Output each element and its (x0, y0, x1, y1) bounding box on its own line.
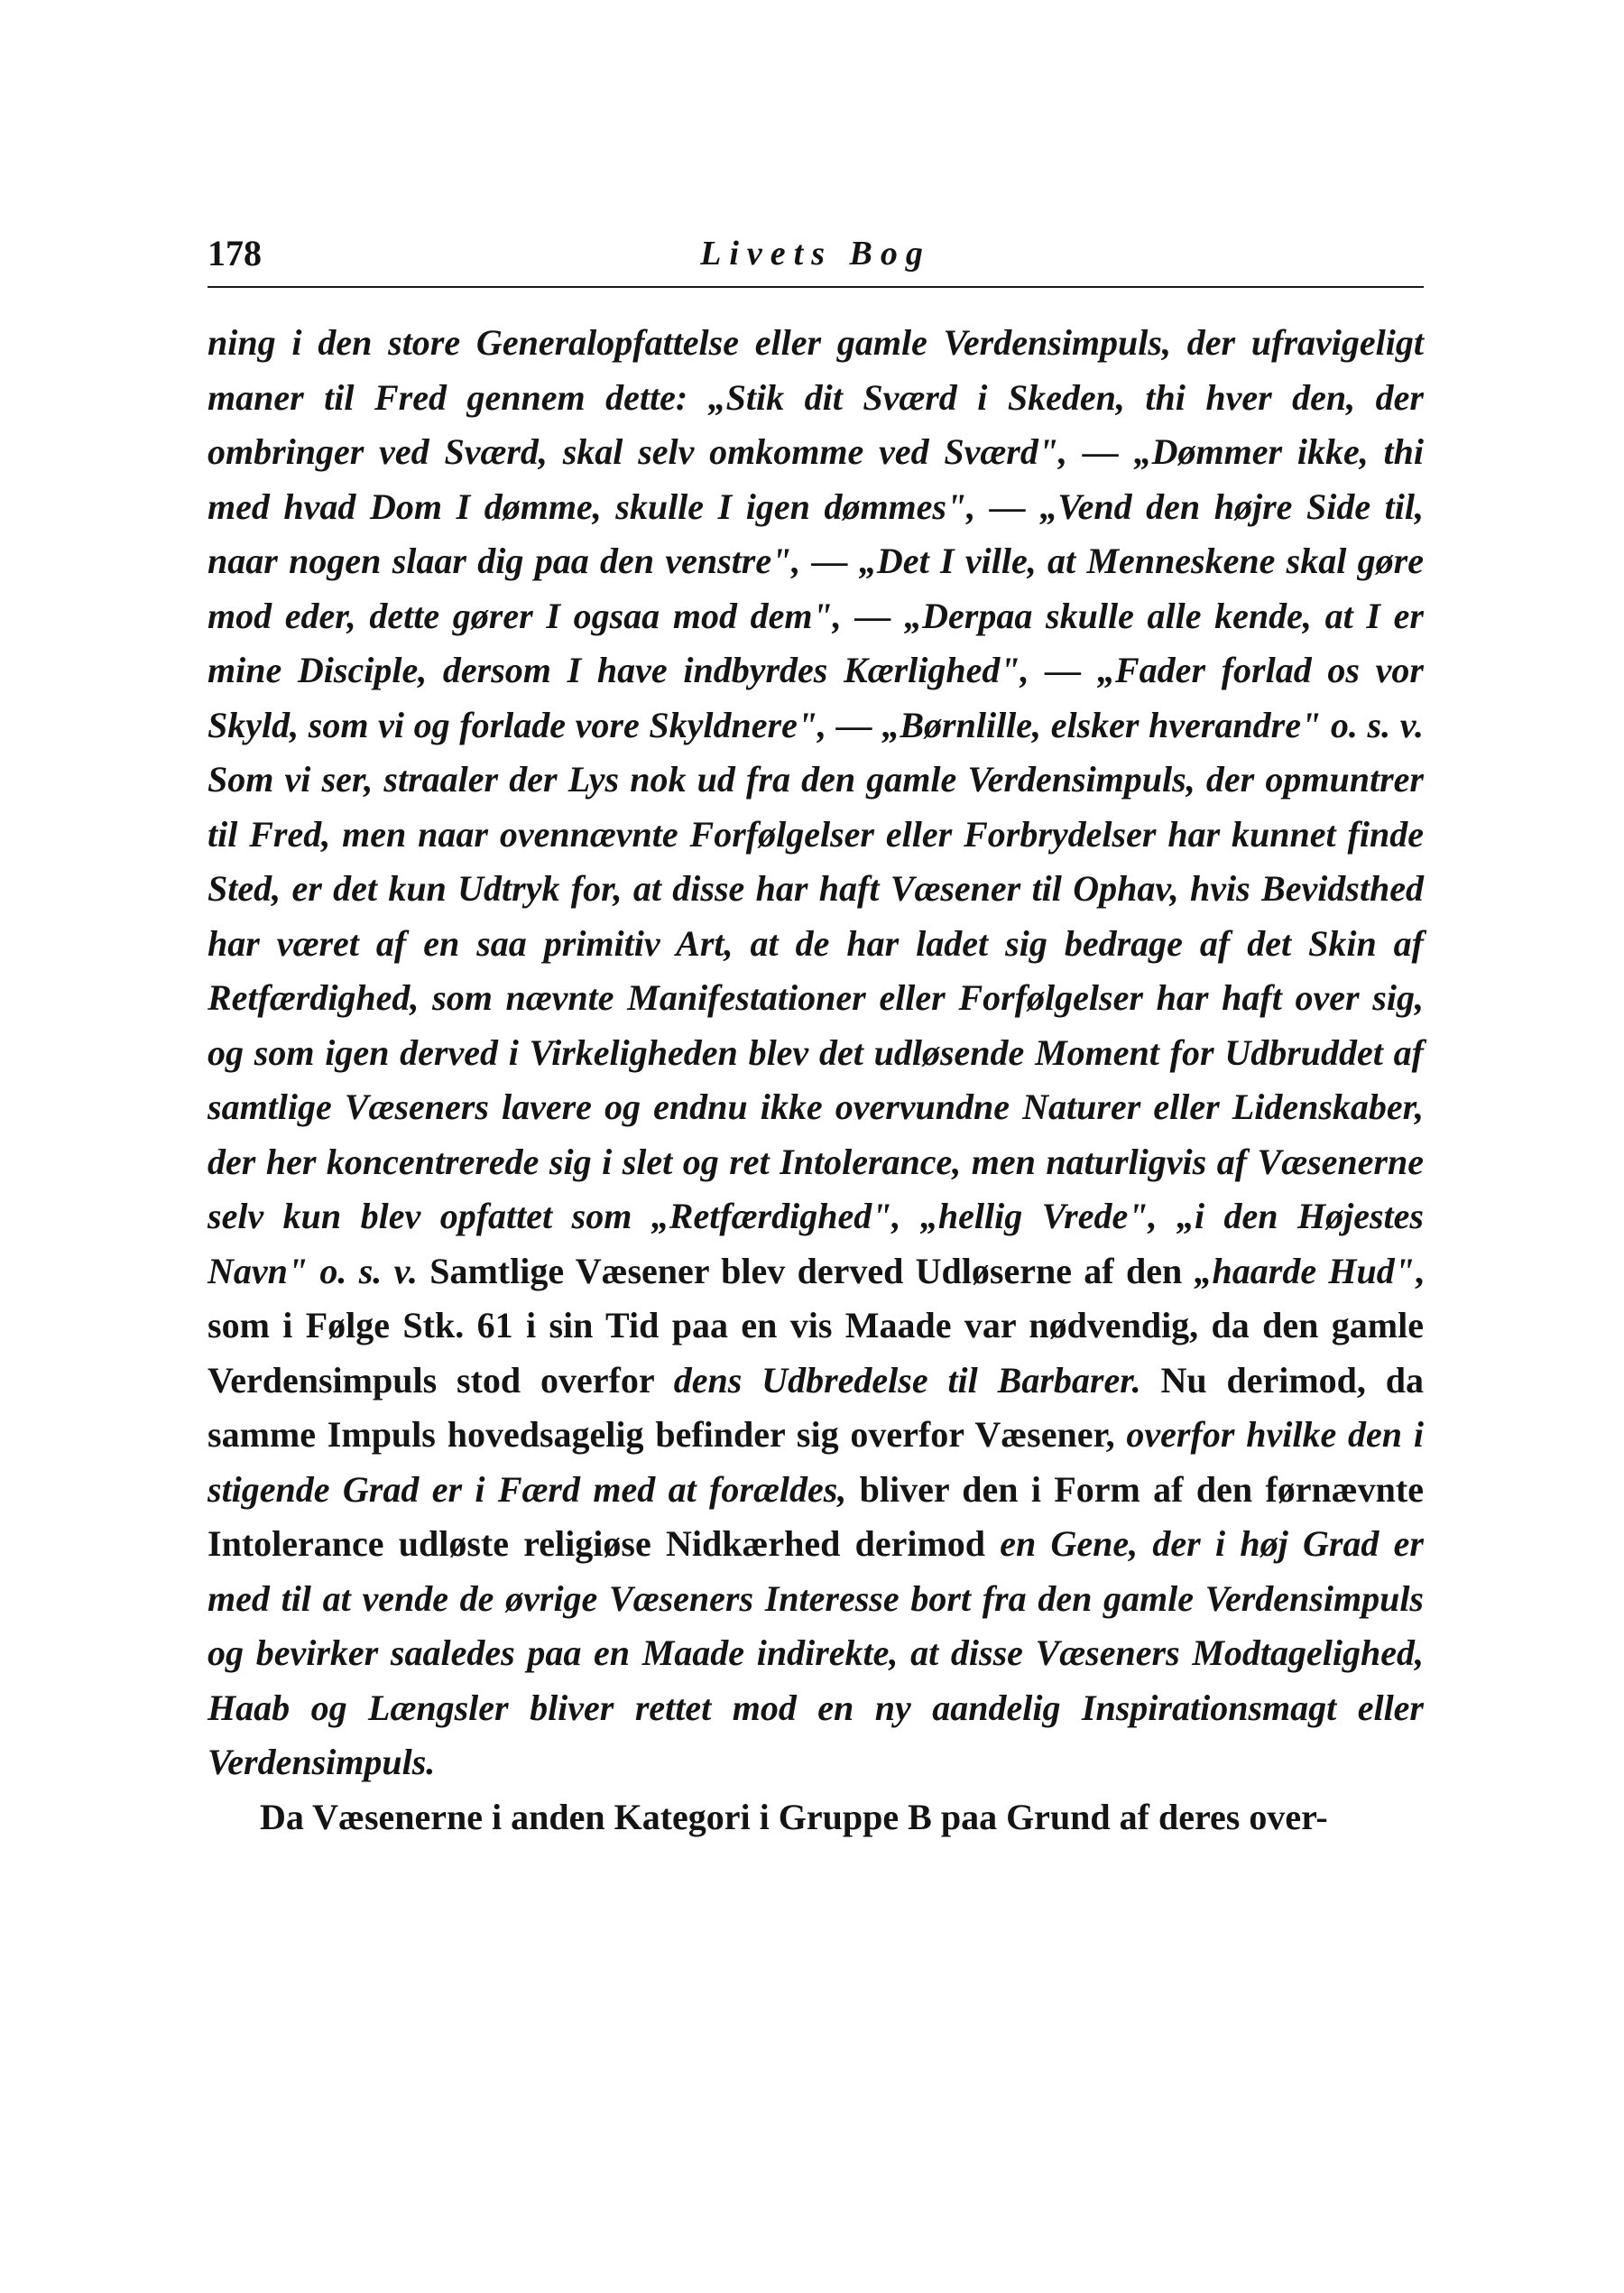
page-number: 178 (208, 233, 262, 273)
running-header (208, 230, 1424, 288)
text-span: en Gene, der i høj Grad er med til at vende de øvrige Væseners Interesse bort fra den gamle Verdensimpuls og bevirker saaledes paa en Maade indirekte, at disse Væseners Modtagelighed, Haab og Længsler bliver rettet mod en ny aandelig Inspirationsmagt eller Verdensimpuls. (208, 1523, 1424, 1782)
text-span: ning i den store Generalopfattelse eller gamle Verdensimpuls, der ufravigeligt maner til Fred gennem dette: „Stik dit Sværd i Skeden, thi hver den, der ombringer ved Sværd, skal selv omkomme ved Sværd", — „Dømmer ikke, thi med hvad Dom I dømme, skulle I igen dømmes", — „Vend den højre Side til, naar nogen slaar dig paa den venstre", — „Det I ville, at Menneskene skal gøre mod eder, dette gører I ogsaa mod dem", — „Derpaa skulle alle kende, at I er mine Disciple, dersom I have indbyrdes Kærlighed", — „Fader forlad os vor Skyld, som vi og forlade vore Skyldnere", — „Børnlille, elsker hverandre" o. s. v. Som vi ser, straaler der Lys nok ud fra den gamle Verdensimpuls, der opmuntrer til Fred, men naar ovennævnte Forfølgelser eller Forbrydelser har kunnet finde Sted, er det kun Udtryk for, at disse har haft Væsener til Ophav, hvis Bevidsthed har været af en saa primitiv Art, at de har ladet sig bedrage af det Skin af Retfærdighed, som nævnte Manifestationer eller Forfølgelser har haft over sig, og som igen derved i Virkeligheden blev det udløsende Moment for Udbruddet af samtlige Væseners lavere og endnu ikke overvundne Naturer eller Lidenskaber, der her koncentrerede sig i slet og ret Intolerance, men naturligvis af Væsenerne selv kun blev opfattet som „Retfærdighed", „hellig Vrede", „i den Højestes Navn" o. s. v. (208, 322, 1424, 1291)
text-span: dens Udbredelse til Barbarer. (673, 1359, 1141, 1401)
running-title: Livets Bog (700, 235, 931, 273)
paragraph-1 (208, 316, 1424, 1790)
paragraph-2 (208, 1790, 1424, 1845)
text-span: „haarde Hud" (1194, 1250, 1415, 1291)
text-span: bliver den i Form af den førnævnte Intolerance udløste religiøse Nidkærhed derimod (208, 1468, 1424, 1564)
text-span: Da Væsenerne i anden Kategori i Gruppe B paa Grund af deres over- (260, 1796, 1328, 1837)
body-text (208, 316, 1424, 1845)
text-span: Nu derimod, da samme Impuls hovedsagelig befinder sig overfor Væsener, (208, 1359, 1425, 1455)
text-span: Samtlige Væsener blev derved Udløserne af den (417, 1250, 1195, 1291)
text-span: , som i Følge Stk. 61 i sin Tid paa en vis Maade var nødvendig, da den gamle Verdensimpuls stod overfor (208, 1250, 1424, 1401)
text-span: overfor hvilke den i stigende Grad er i Færd med at forældes, (208, 1414, 1425, 1510)
